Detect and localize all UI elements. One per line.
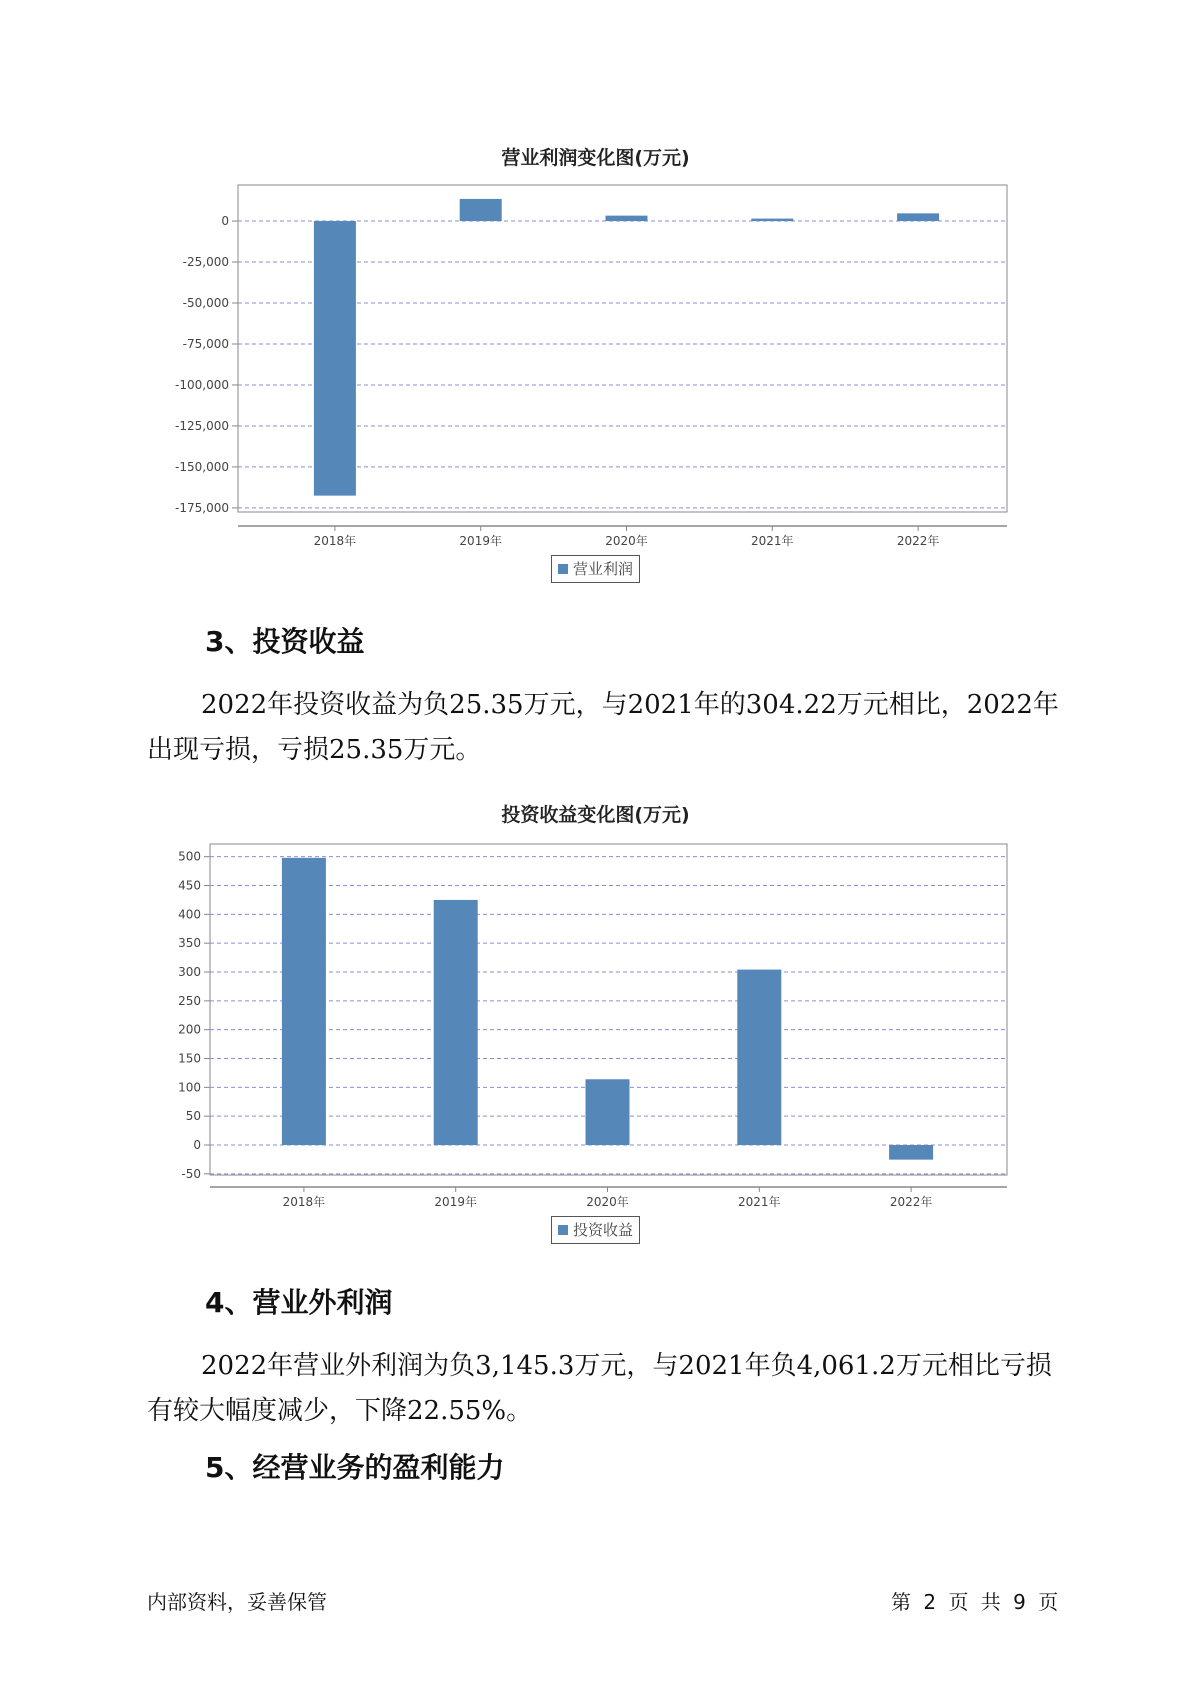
y-tick-label: 500 [178, 849, 201, 864]
x-tick-label: 2022年 [896, 534, 940, 548]
y-tick-label: -50 [181, 1166, 201, 1181]
operating-profit-chart [0, 170, 1191, 548]
y-tick-label: 150 [178, 1051, 201, 1066]
y-tick-label: -75,000 [182, 336, 229, 351]
x-tick-label: 2018年 [313, 534, 357, 548]
legend-swatch-icon [558, 564, 568, 574]
y-tick-label: 300 [178, 965, 201, 980]
chart-legend [551, 1216, 640, 1244]
legend-label: 营业利润 [573, 560, 634, 578]
section-heading: 3、投资收益 [205, 625, 365, 658]
y-tick-label: -150,000 [175, 459, 229, 474]
y-tick-label: -25,000 [182, 255, 229, 270]
section-heading: 4、营业外利润 [205, 1286, 393, 1319]
paragraph-text: 2022年投资收益为负25.35万元，与2021年的304.22万元相比，2022年出现亏损，亏损25.35万元。 [147, 690, 1059, 765]
bar [460, 199, 502, 221]
bar [737, 970, 781, 1145]
investment-income-chart [0, 830, 1191, 1209]
bar [897, 213, 939, 221]
y-tick-label: 400 [178, 907, 201, 922]
bar [606, 216, 648, 221]
y-tick-label: 450 [178, 878, 201, 893]
bar [434, 900, 478, 1145]
section-heading: 5、经营业务的盈利能力 [205, 1451, 505, 1484]
y-tick-label: 250 [178, 993, 201, 1008]
x-tick-label: 2019年 [459, 534, 502, 548]
y-tick-label: 200 [178, 1022, 201, 1037]
section-paragraph [147, 683, 1067, 773]
chart-title: 营业利润变化图(万元) [501, 147, 690, 169]
bar [586, 1079, 630, 1145]
legend-swatch-icon [558, 1225, 568, 1235]
y-tick-label: 0 [221, 214, 229, 229]
x-tick-label: 2019年 [434, 1195, 477, 1209]
bar [314, 221, 356, 496]
x-tick-label: 2018年 [282, 1195, 326, 1209]
bar [889, 1145, 933, 1160]
y-tick-label: 100 [178, 1080, 201, 1095]
footer-page-number: 第 2 页 共 9 页 [891, 1590, 1059, 1614]
section-paragraph [147, 1344, 1067, 1434]
x-tick-label: 2021年 [751, 534, 794, 548]
y-tick-label: 350 [178, 936, 201, 951]
chart-legend [551, 555, 640, 583]
x-tick-label: 2020年 [586, 1195, 629, 1209]
y-tick-label: -100,000 [175, 377, 229, 392]
y-tick-label: -175,000 [175, 500, 229, 515]
bar [751, 219, 793, 221]
y-tick-label: -125,000 [175, 418, 229, 433]
x-tick-label: 2022年 [889, 1195, 933, 1209]
footer-confidential-note: 内部资料，妥善保管 [147, 1590, 327, 1614]
legend-label: 投资收益 [573, 1221, 634, 1239]
bar [282, 858, 326, 1145]
chart-title: 投资收益变化图(万元) [501, 804, 690, 826]
x-tick-label: 2021年 [738, 1195, 781, 1209]
x-tick-label: 2020年 [605, 534, 648, 548]
y-tick-label: 0 [193, 1138, 201, 1153]
y-tick-label: 50 [185, 1109, 201, 1124]
y-tick-label: -50,000 [182, 296, 229, 311]
paragraph-text: 2022年营业外利润为负3,145.3万元，与2021年负4,061.2万元相比亏损有较大幅度减少，下降22.55%。 [147, 1351, 1052, 1426]
